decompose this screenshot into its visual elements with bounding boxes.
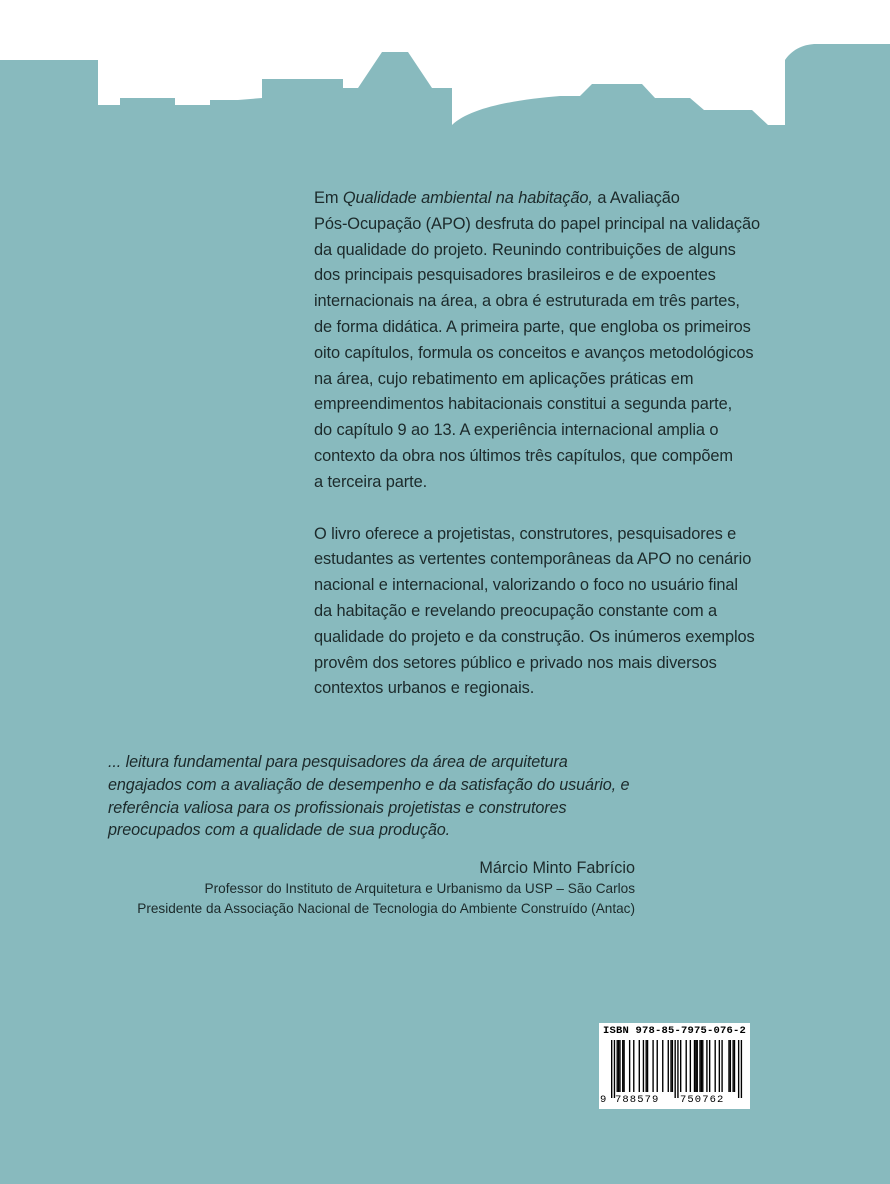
barcode-bar xyxy=(672,1040,673,1092)
barcode-bar xyxy=(741,1040,742,1098)
barcode-bar xyxy=(732,1040,733,1092)
synopsis-line: contextos urbanos e regionais. xyxy=(314,679,535,698)
barcode-bar xyxy=(614,1040,615,1098)
barcode-bar xyxy=(677,1040,678,1098)
synopsis-line: internacionais na área, a obra é estruturada em três partes, xyxy=(314,292,740,311)
author-role-1: Professor do Instituto de Arquitetura e Urbanismo da USP – São Carlos xyxy=(204,881,635,896)
barcode-bar xyxy=(690,1040,691,1092)
ean-right-digits: 750762 xyxy=(680,1094,725,1106)
synopsis-line: empreendimentos habitacionais constitui a segunda parte, xyxy=(314,395,733,414)
barcode-bar xyxy=(668,1040,669,1092)
synopsis-line: Pós-Ocupação (APO) desfruta do papel principal na validação xyxy=(314,214,761,233)
barcode-bar xyxy=(633,1040,634,1092)
barcode-bar xyxy=(646,1040,647,1092)
barcode-bar xyxy=(699,1040,700,1092)
author-name: Márcio Minto Fabrício xyxy=(479,859,635,877)
synopsis-line: provêm dos setores público e privado nos mais diversos xyxy=(314,653,717,672)
barcode-bar xyxy=(618,1040,619,1092)
synopsis-line: oito capítulos, formula os conceitos e avanços metodológicos xyxy=(314,343,754,362)
barcode-bar xyxy=(706,1040,707,1092)
synopsis-line: do capítulo 9 ao 13. A experiência internacional amplia o xyxy=(314,421,719,440)
barcode-bar xyxy=(639,1040,640,1092)
barcode-bar xyxy=(728,1040,729,1092)
synopsis-prefix: Em xyxy=(314,189,343,207)
synopsis-line: nacional e internacional, valorizando o foco no usuário final xyxy=(314,576,738,595)
barcode-bar xyxy=(629,1040,630,1092)
synopsis-line: de forma didática. A primeira parte, que engloba os primeiros xyxy=(314,317,751,336)
isbn-label: ISBN 978-85-7975-076-2 xyxy=(602,1025,747,1037)
ean-first-digit: 9 xyxy=(600,1094,607,1106)
synopsis-line: dos principais pesquisadores brasileiros e de expoentes xyxy=(314,266,716,285)
barcode-bar xyxy=(647,1040,648,1092)
barcode-bar xyxy=(730,1040,731,1092)
barcode-bar xyxy=(686,1040,687,1092)
barcode-bar xyxy=(611,1040,612,1098)
author-role-2: Presidente da Associação Nacional de Tecnologia do Ambiente Construído (Antac) xyxy=(137,900,635,916)
barcode-bar xyxy=(709,1040,710,1092)
barcode-bar xyxy=(657,1040,658,1092)
barcode-bar xyxy=(680,1040,681,1092)
barcode-bar xyxy=(623,1040,624,1092)
endorsement-author xyxy=(137,857,635,918)
synopsis-paragraph-1 xyxy=(314,186,774,496)
synopsis-line: a terceira parte. xyxy=(314,472,428,491)
isbn-barcode xyxy=(599,1023,750,1109)
barcode-bar xyxy=(702,1040,703,1092)
synopsis-paragraph-2 xyxy=(314,522,774,703)
endorsement-quote xyxy=(108,751,668,842)
barcode-bar xyxy=(734,1040,735,1092)
barcode-bar xyxy=(701,1040,702,1092)
barcode-bar xyxy=(643,1040,644,1092)
barcode-bar xyxy=(670,1040,671,1092)
synopsis-line: da qualidade do projeto. Reunindo contribuições de alguns xyxy=(314,240,736,259)
barcode-bar xyxy=(695,1040,696,1092)
synopsis-line: contexto da obra nos últimos três capítulos, que compõem xyxy=(314,446,733,465)
synopsis-line: a Avaliação xyxy=(592,189,680,207)
book-title: Qualidade ambiental na habitação, xyxy=(342,189,593,207)
synopsis-line: na área, cujo rebatimento em aplicações práticas em xyxy=(314,369,694,388)
barcode-bar xyxy=(662,1040,663,1092)
ean-left-digits: 788579 xyxy=(615,1094,660,1106)
synopsis xyxy=(314,186,774,728)
quote-line: engajados com a avaliação de desempenho e da satisfação do usuário, e xyxy=(108,775,630,794)
synopsis-line: estudantes as vertentes contemporâneas da APO no cenário xyxy=(314,550,752,569)
synopsis-line: qualidade do projeto e da construção. Os inúmeros exemplos xyxy=(314,627,755,646)
barcode-bar xyxy=(652,1040,653,1092)
barcode-bar xyxy=(719,1040,720,1092)
barcode-bar xyxy=(721,1040,722,1092)
barcode-bar xyxy=(694,1040,695,1092)
quote-line: ... leitura fundamental para pesquisadores da área de arquitetura xyxy=(108,753,568,771)
barcode-bar xyxy=(738,1040,739,1098)
quote-line: preocupados com a qualidade de sua produção. xyxy=(108,821,451,840)
barcode-bar xyxy=(674,1040,675,1098)
barcode-bar xyxy=(619,1040,620,1092)
barcode-bar xyxy=(715,1040,716,1092)
quote-line: referência valiosa para os profissionais projetistas e construtores xyxy=(108,798,567,817)
synopsis-line: da habitação e revelando preocupação constante com a xyxy=(314,601,718,620)
barcode-bar xyxy=(697,1040,698,1092)
barcode-bars xyxy=(605,1040,745,1098)
barcode-bar xyxy=(617,1040,618,1092)
barcode-bar xyxy=(622,1040,623,1092)
synopsis-line: O livro oferece a projetistas, construtores, pesquisadores e xyxy=(314,524,737,543)
